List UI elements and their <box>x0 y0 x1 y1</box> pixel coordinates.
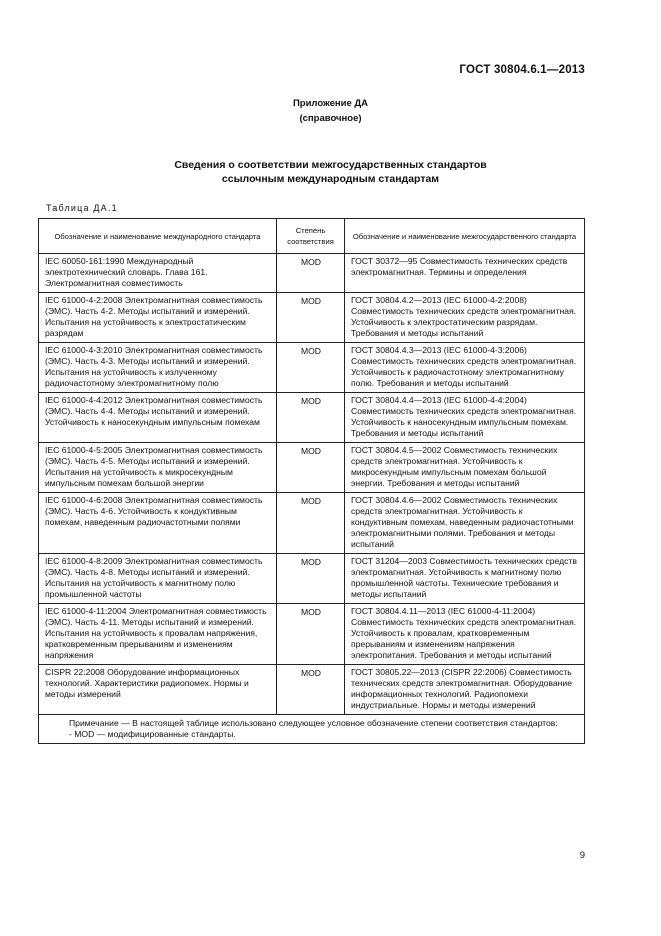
degree-cell: MOD <box>277 604 345 665</box>
intl-standard-cell: IEC 61000-4-3:2010 Электромагнитная совместимость (ЭМС). Часть 4-3. Методы испытаний и измерений. Испытания на устойчивость к излученному радиочастотному электромагнитному полю <box>39 343 277 393</box>
interstate-standard-cell: ГОСТ 30804.4.3—2013 (IEC 61000-4-3:2006) Совместимость технических средств электромагнитная. Устойчивость к радиочастотному электромагнитному полю. Требования и методы испытаний <box>345 343 585 393</box>
section-title-line1: Сведения о соответствии межгосударственных стандартов <box>174 159 487 171</box>
degree-cell: MOD <box>277 254 345 293</box>
table-note <box>39 715 585 744</box>
degree-cell: MOD <box>277 393 345 443</box>
intl-standard-cell: CISPR 22:2008 Оборудование информационных технологий. Характеристики радиопомех. Нормы и методы измерений <box>39 665 277 715</box>
note-item: - MOD — модифицированные стандарты. <box>69 729 236 739</box>
annex-title: Приложение ДА <box>292 98 369 109</box>
table-caption: Таблица ДА.1 <box>46 203 118 213</box>
degree-cell: MOD <box>277 343 345 393</box>
intl-standard-cell: IEC 60050-161:1990 Международный электротехнический словарь. Глава 161. Электромагнитная совместимость <box>39 254 277 293</box>
interstate-standard-cell: ГОСТ 30805.22—2013 (CISPR 22:2006) Совместимость технических средств электромагнитная. Оборудование информационных технологий. Радиопомехи индустриальные. Нормы и методы измерений <box>345 665 585 715</box>
intl-standard-cell: IEC 61000-4-11:2004 Электромагнитная совместимость (ЭМС). Часть 4-11. Методы испытаний и измерений. Испытания на устойчивость к провалам напряжения, кратковременным прерываниям и изменениям напряжения <box>39 604 277 665</box>
header-international: Обозначение и наименование международного стандарта <box>39 219 277 254</box>
table-row <box>39 293 585 343</box>
note-text: Примечание — В настоящей таблице использовано следующее условное обозначение степени соответствия стандартов: <box>69 718 558 728</box>
annex-heading <box>0 96 661 126</box>
interstate-standard-cell: ГОСТ 31204—2003 Совместимость технических средств электромагнитная. Устойчивость к магнитному полю промышленной частоты. Технические требования и методы испытаний <box>345 554 585 604</box>
interstate-standard-cell: ГОСТ 30804.4.6—2002 Совместимость технических средств электромагнитная. Устойчивость к кондуктивным помехам, наведенным радиочастотными электромагнитными полями. Требования и методы испытаний <box>345 493 585 554</box>
interstate-standard-cell: ГОСТ 30804.4.5—2002 Совместимость технических средств электромагнитная. Устойчивость к микросекундным импульсным помехам большой энергии. Требования и методы испытаний <box>345 443 585 493</box>
interstate-standard-cell: ГОСТ 30804.4.2—2013 (IEC 61000-4-2:2008) Совместимость технических средств электромагнитная. Устойчивость к электростатическим разрядам. Требования и методы испытаний <box>345 293 585 343</box>
degree-cell: MOD <box>277 554 345 604</box>
header-degree: Степень соответствия <box>277 219 345 254</box>
correspondence-table <box>38 218 585 744</box>
degree-cell: MOD <box>277 293 345 343</box>
table-row <box>39 343 585 393</box>
intl-standard-cell: IEC 61000-4-2:2008 Электромагнитная совместимость (ЭМС). Часть 4-2. Методы испытаний и измерений. Испытания на устойчивость к электростатическим разрядам <box>39 293 277 343</box>
section-title <box>0 158 661 186</box>
degree-cell: MOD <box>277 443 345 493</box>
interstate-standard-cell: ГОСТ 30804.4.11—2013 (IEC 61000-4-11:2004) Совместимость технических средств электромагнитная. Устойчивость к провалам, кратковременным прерываниям и изменениям напряжения электропитания. Требования и методы испытаний <box>345 604 585 665</box>
intl-standard-cell: IEC 61000-4-5:2005 Электромагнитная совместимость (ЭМС). Часть 4-5. Методы испытаний и измерений. Испытания на устойчивость к микросекундным импульсным помехам большой энергии <box>39 443 277 493</box>
intl-standard-cell: IEC 61000-4-8:2009 Электромагнитная совместимость (ЭМС). Часть 4-8. Методы испытаний и измерений. Испытания на устойчивость к магнитному полю промышленной частоты <box>39 554 277 604</box>
section-title-line2: ссылочным международным стандартам <box>221 173 440 185</box>
document-header: ГОСТ 30804.6.1—2013 <box>459 64 585 76</box>
table-row <box>39 493 585 554</box>
degree-cell: MOD <box>277 493 345 554</box>
table-note-row <box>39 715 585 744</box>
table-row <box>39 254 585 293</box>
table-row <box>39 554 585 604</box>
table-row <box>39 393 585 443</box>
table-header-row <box>39 219 585 254</box>
interstate-standard-cell: ГОСТ 30804.4.4—2013 (IEC 61000-4-4:2004) Совместимость технических средств электромагнитная. Устойчивость к наносекундным импульсным помехам. Требования и методы испытаний <box>345 393 585 443</box>
intl-standard-cell: IEC 61000-4-4:2012 Электромагнитная совместимость (ЭМС). Часть 4-4. Методы испытаний и измерений. Устойчивость к наносекундным импульсным помехам <box>39 393 277 443</box>
intl-standard-cell: IEC 61000-4-6:2008 Электромагнитная совместимость (ЭМС). Часть 4-6. Устойчивость к кондуктивным помехам, наведенным радиочастотными полями <box>39 493 277 554</box>
table-row <box>39 443 585 493</box>
degree-cell: MOD <box>277 665 345 715</box>
table-row <box>39 665 585 715</box>
header-interstate: Обозначение и наименование межгосударственного стандарта <box>345 219 585 254</box>
page-number: 9 <box>579 850 585 861</box>
annex-subtitle: (справочное) <box>299 113 362 124</box>
interstate-standard-cell: ГОСТ 30372—95 Совместимость технических средств электромагнитная. Термины и определения <box>345 254 585 293</box>
table-row <box>39 604 585 665</box>
